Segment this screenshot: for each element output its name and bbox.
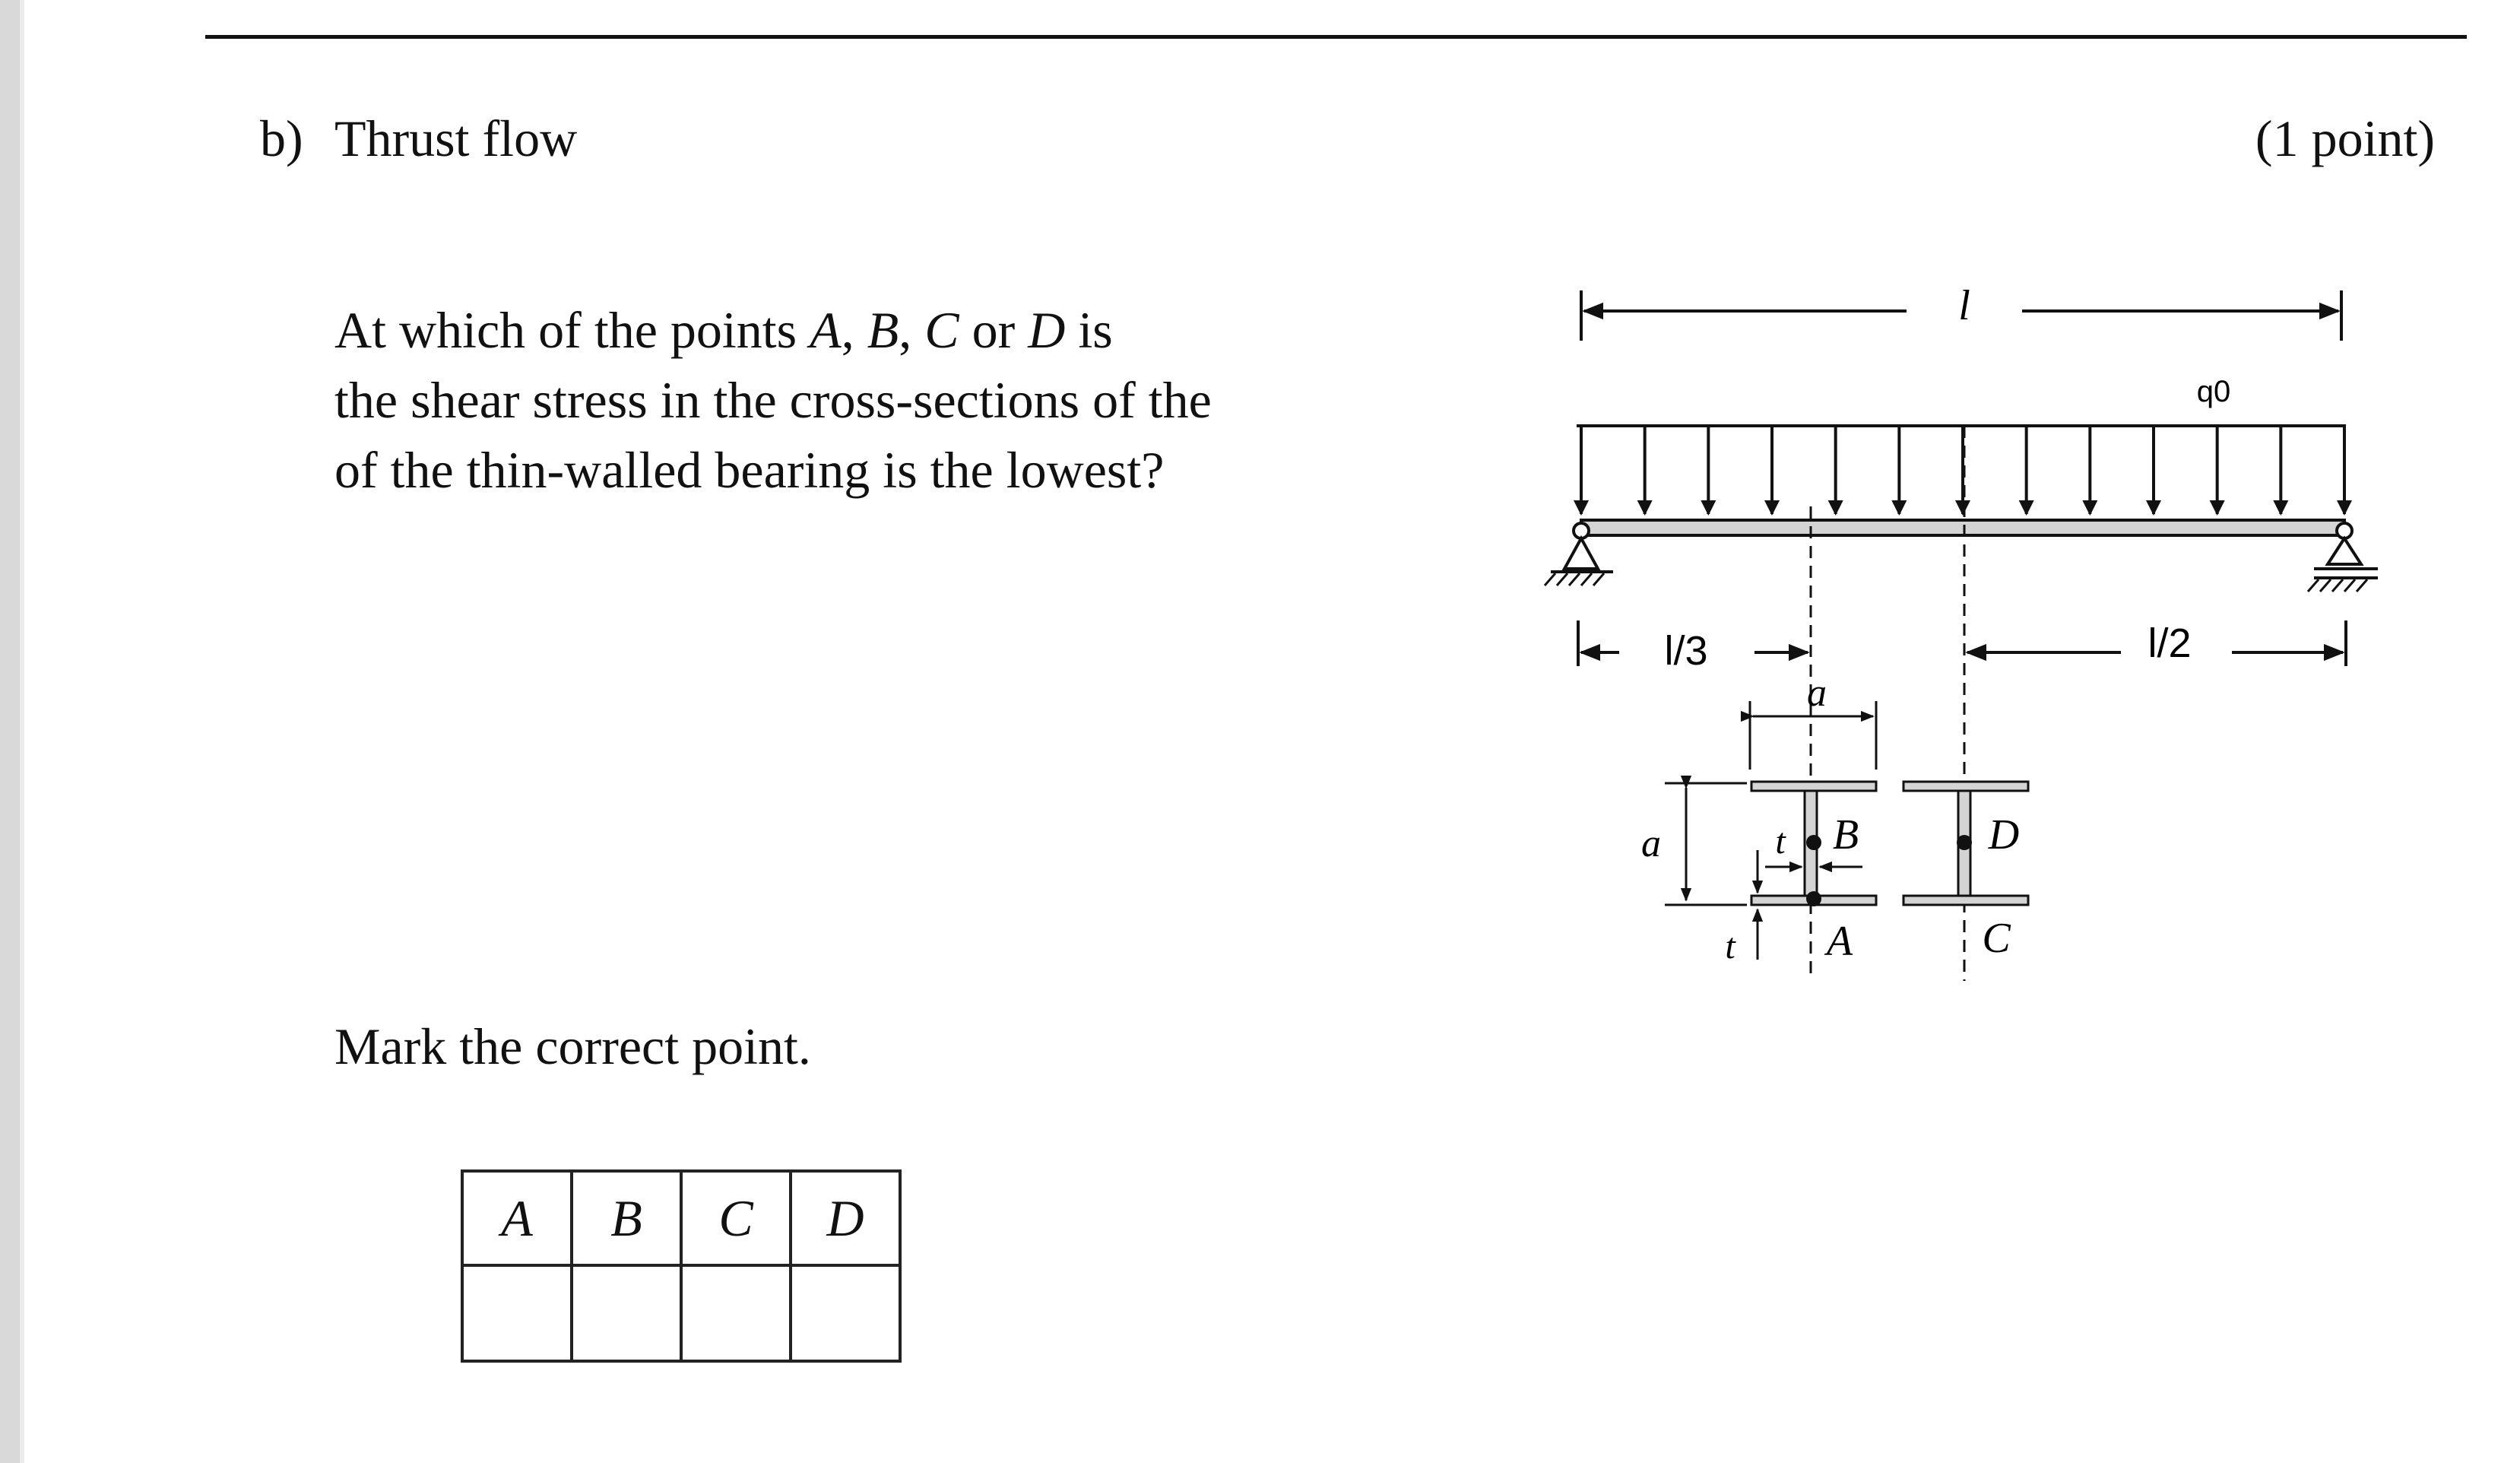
section-title: Thrust flow — [334, 109, 578, 167]
point-D-ref: D — [1028, 301, 1066, 359]
point-B-label: B — [1832, 811, 1859, 858]
point-A-ref: A — [810, 301, 842, 359]
left-section-dimension — [1578, 620, 1808, 674]
i-section-left — [1725, 782, 1876, 966]
question-line-2: the shear stress in the cross-sections of the — [334, 371, 1212, 429]
point-A-dot — [1806, 891, 1821, 906]
point-B-ref: B — [867, 301, 899, 359]
right-dim-label: l/2 — [2148, 620, 2192, 666]
question-line-3: of the thin-walled bearing is the lowest? — [334, 441, 1165, 499]
span-label: l — [1958, 282, 1970, 329]
flange-thickness-label: t — [1725, 926, 1735, 966]
load-label: q0 — [2196, 375, 2231, 408]
span-dimension — [1581, 282, 2341, 341]
i-section-right — [1903, 782, 2028, 962]
height-label: a — [1641, 822, 1661, 865]
web-thickness-label: t — [1775, 821, 1786, 862]
point-D-label: D — [1988, 811, 2020, 858]
answer-header-C: C — [681, 1171, 791, 1265]
question-line-1: At which of the points A, B, C or D is — [334, 301, 1113, 359]
height-dimension — [1641, 783, 1747, 905]
distributed-load — [1577, 375, 2346, 514]
left-dim-label: l/3 — [1664, 628, 1708, 674]
section-label: b) — [260, 109, 303, 167]
answer-header-A: A — [462, 1171, 572, 1265]
instruction-text: Mark the correct point. — [334, 1017, 811, 1075]
point-B-dot — [1806, 835, 1821, 850]
point-C-label: C — [1982, 915, 2011, 962]
answer-header-B: B — [572, 1171, 681, 1265]
point-C-ref: C — [924, 301, 959, 359]
beam — [1581, 520, 2344, 535]
width-label: a — [1807, 671, 1827, 715]
load-arrows — [1581, 427, 2344, 514]
points-label: (1 point) — [2255, 109, 2435, 167]
answer-header-D: D — [791, 1171, 900, 1265]
flange-width-dimension — [1750, 671, 1876, 770]
point-A-label: A — [1826, 918, 1853, 965]
right-section-dimension — [1967, 620, 2346, 666]
point-D-dot — [1957, 835, 1972, 850]
